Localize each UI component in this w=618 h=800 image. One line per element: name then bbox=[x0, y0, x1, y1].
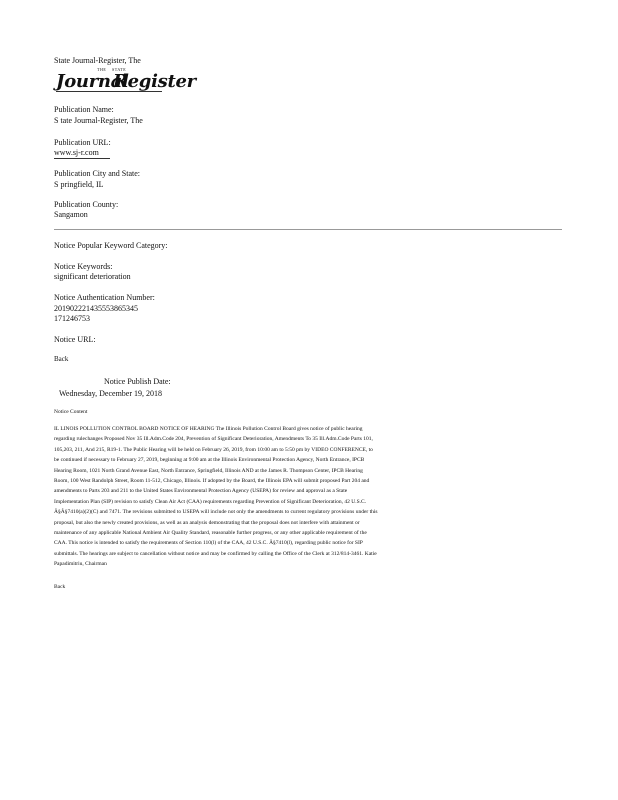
publisher-name: State Journal-Register, The bbox=[54, 56, 141, 65]
logo-register: Register bbox=[113, 71, 196, 92]
notice-content-text: IL LINOIS POLLUTION CONTROL BOARD NOTICE OF HEARING The Illinois Pollution Control Board gives notice of public hearing regarding rulechanges Proposed Nov 35 Ill.Adm.Code 204, Prevention of Significant Deterioration, Amendments To 35 Ill.Adm.Code Parts 101, 105,203, 211, And 215, R19-1. The Public Hearing will be held on February 26, 2019, from 10:00 am to 5:50 pm by VIDEO CONFERENCE, to be continued if necessary to February 27, 2019, beginning at 9:00 am at the Illinois Environmental Protection Agency, North Entrance, IPCB Hearing Room, 1021 North Grand Avenue East, North Entrance, Springfield, Illinois AND at the James R. Thompson Center, IPCB Hearing Room, 100 West Randolph Street, Room 11-512, Chicago, Illinois. If adopted by the Board, the Illinois EPA will submit proposed Part 204 and amendments to Parts 203 and 211 to the United States Environmental Protection Agency (USEPA) for review and approval as a State Implementation Plan (SIP) revision to satisfy Clean Air Act (CAA) requirements regarding Prevention of Significant Deterioration, 42 U.S.C. Â§Â§7410(a)(2)(C) and 7471. The revisions submitted to USEPA will include not only the amendments to current regulatory provisions under this proposal, but also the newly created provisions, as well as an analysis demonstrating that the proposal does not interfere with attainment or maintenance of any applicable National Ambient Air Quality Standard, reasonable further progress, or any other applicable requirement of the CAA. This notice is intended to satisfy the requirements of Section 110(l) of the CAA, 42 U.S.C. Â§7410(l), regarding public notice for SIP submittals. The hearings are subject to cancellation without notice and may be confirmed by calling the Office of the Clerk at 312/814-3461. Katie Papadimitriu, Chairman bbox=[54, 426, 378, 568]
publication-url-link[interactable]: www.sj-r.com bbox=[54, 148, 110, 159]
publication-county-label: Publication County: bbox=[54, 200, 119, 209]
logo-state: STATE bbox=[112, 67, 127, 72]
notice-url-label: Notice URL: bbox=[54, 335, 96, 344]
logo-underline bbox=[56, 91, 162, 92]
publication-logo bbox=[56, 66, 196, 92]
publication-url-label: Publication URL: bbox=[54, 138, 111, 147]
keyword-category-label: Notice Popular Keyword Category: bbox=[54, 241, 168, 250]
publish-date-label: Notice Publish Date: bbox=[104, 377, 171, 386]
section-divider bbox=[54, 229, 562, 230]
auth-number-label: Notice Authentication Number: bbox=[54, 293, 155, 302]
auth-number-value-1: 201902221435553865345 bbox=[54, 304, 138, 313]
logo-the: THE bbox=[97, 67, 107, 72]
keywords-label: Notice Keywords: bbox=[54, 262, 113, 271]
notice-content-label: Notice Content bbox=[54, 409, 88, 415]
publication-city-value: S pringfield, IL bbox=[54, 180, 104, 189]
publication-city-label: Publication City and State: bbox=[54, 169, 140, 178]
publish-date-value: Wednesday, December 19, 2018 bbox=[59, 389, 163, 398]
auth-number-value-2: 171246753 bbox=[54, 314, 90, 323]
keywords-value: significant deterioration bbox=[54, 272, 131, 281]
back-link-bottom[interactable]: Back bbox=[54, 584, 66, 590]
publication-name-value: S tate Journal-Register, The bbox=[54, 116, 143, 125]
logo-journal: Journal bbox=[56, 71, 129, 92]
publication-county-value: Sangamon bbox=[54, 210, 88, 219]
back-link[interactable]: Back bbox=[54, 355, 69, 363]
publication-name-label: Publication Name: bbox=[54, 105, 114, 114]
